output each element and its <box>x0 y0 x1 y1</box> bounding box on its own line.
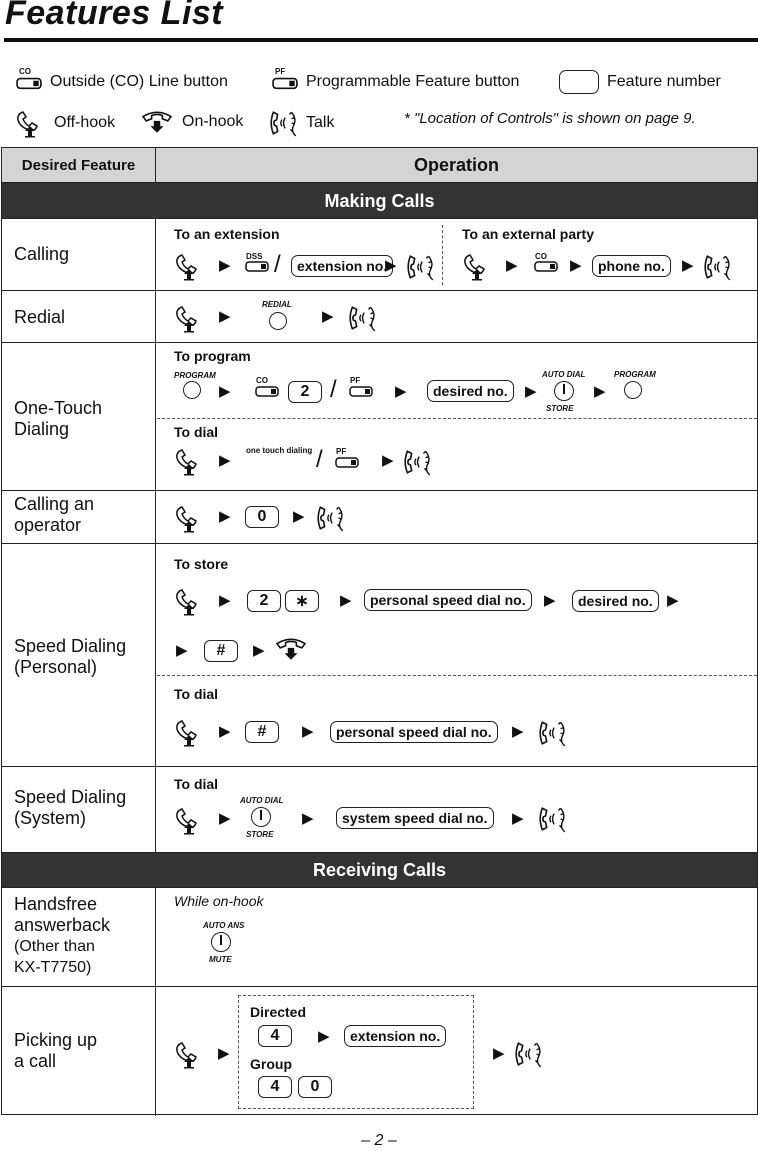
key-0: 0 <box>298 1076 332 1098</box>
co-button-icon <box>254 384 280 400</box>
talk-icon <box>347 303 377 333</box>
auto-dial-label: AUTO DIAL <box>240 796 284 805</box>
feature-speed-system-2: (System) <box>14 808 86 828</box>
feature-operator-1: Calling an <box>14 494 95 514</box>
label-to-dial: To dial <box>174 776 219 792</box>
label-to-external: To an external party <box>462 226 595 242</box>
auto-ans-button-icon <box>211 932 231 952</box>
page-title: Features List <box>5 0 224 32</box>
off-hook-icon <box>174 586 204 616</box>
pf-tag: PF <box>336 447 347 456</box>
section-receiving-calls: Receiving Calls <box>2 853 757 888</box>
arrow-icon: ▶ <box>219 723 231 740</box>
arrow-icon: ▶ <box>525 383 537 400</box>
redial-label: REDIAL <box>262 300 292 309</box>
arrow-icon: ▶ <box>667 592 679 609</box>
arrow-icon: ▶ <box>302 723 314 740</box>
arrow-icon: ▶ <box>219 383 231 400</box>
legend-feature-label: Feature number <box>607 73 721 90</box>
key-0: 0 <box>245 506 279 528</box>
key-hash: # <box>204 640 238 662</box>
talk-icon <box>702 252 732 282</box>
legend-feature <box>559 70 721 94</box>
legend-offhook-label: Off-hook <box>54 114 116 131</box>
slash: / <box>274 251 281 278</box>
legend-co-label: Outside (CO) Line button <box>50 73 228 90</box>
row-speed-system <box>2 767 757 853</box>
divider <box>157 675 757 676</box>
dss-button-icon <box>244 259 270 275</box>
arrow-icon: ▶ <box>544 592 556 609</box>
key-2: 2 <box>288 381 322 403</box>
label-to-program: To program <box>174 348 251 364</box>
arrow-icon: ▶ <box>219 508 231 525</box>
phone-no-key: phone no. <box>592 255 671 277</box>
arrow-icon: ▶ <box>512 723 524 740</box>
divider <box>442 225 443 285</box>
off-hook-icon <box>14 108 46 138</box>
arrow-icon: ▶ <box>219 592 231 609</box>
co-tag: CO <box>256 376 268 385</box>
legend-pf <box>272 67 520 94</box>
feature-cell <box>2 491 156 543</box>
feature-pickup-1: Picking up <box>14 1030 98 1050</box>
key-hash: # <box>245 721 279 743</box>
feature-pickup-2: a call <box>14 1051 57 1071</box>
label-while-on-hook: While on-hook <box>174 893 264 909</box>
feature-cell <box>2 767 156 852</box>
co-tag: CO <box>535 252 547 261</box>
arrow-icon: ▶ <box>512 810 524 827</box>
legend-offhook <box>14 108 115 138</box>
arrow-icon: ▶ <box>219 452 231 469</box>
talk-icon <box>513 1039 543 1069</box>
feature-speed-personal-2: (Personal) <box>14 657 98 677</box>
key-2: 2 <box>247 590 281 612</box>
pf-button-icon <box>272 74 298 94</box>
row-redial <box>2 291 757 343</box>
personal-speed-dial-key: personal speed dial no. <box>330 721 498 743</box>
dss-tag: DSS <box>246 252 263 261</box>
features-table <box>1 147 758 1115</box>
off-hook-icon <box>462 251 492 281</box>
feature-number-icon <box>559 70 599 94</box>
off-hook-icon <box>174 805 204 835</box>
arrow-icon: ▶ <box>302 810 314 827</box>
talk-icon <box>537 718 567 748</box>
arrow-icon: ▶ <box>219 810 231 827</box>
key-star: ∗ <box>285 590 319 612</box>
program-label: PROGRAM <box>174 371 216 380</box>
off-hook-icon <box>174 251 204 281</box>
feature-cell <box>2 987 156 1116</box>
redial-button-icon <box>269 312 287 330</box>
off-hook-icon <box>174 503 204 533</box>
auto-dial-label: AUTO DIAL <box>542 370 586 379</box>
key-4: 4 <box>258 1025 292 1047</box>
feature-handsfree-3: (Other than <box>14 938 95 955</box>
row-one-touch <box>2 343 757 491</box>
legend-onhook <box>140 108 243 136</box>
on-hook-icon <box>140 108 174 136</box>
arrow-icon: ▶ <box>219 257 231 274</box>
col-operation: Operation <box>413 154 499 175</box>
feature-cell <box>2 888 156 986</box>
co-button-icon <box>533 259 559 275</box>
mute-label: MUTE <box>209 955 232 964</box>
feature-cell <box>2 544 156 766</box>
arrow-icon: ▶ <box>385 257 397 274</box>
feature-calling: Calling <box>14 244 70 264</box>
feature-speed-system-1: Speed Dialing <box>14 787 127 807</box>
feature-handsfree-1: Handsfree <box>14 894 98 914</box>
arrow-icon: ▶ <box>506 257 518 274</box>
on-hook-icon <box>274 635 308 663</box>
feature-cell <box>2 291 156 342</box>
arrow-icon: ▶ <box>293 508 305 525</box>
desired-no-key: desired no. <box>427 380 514 402</box>
legend-talk-label: Talk <box>306 114 335 131</box>
feature-handsfree-2: answerback <box>14 915 111 935</box>
label-to-extension: To an extension <box>174 226 280 242</box>
key-4: 4 <box>258 1076 292 1098</box>
program-label: PROGRAM <box>614 370 656 379</box>
legend-co <box>16 67 228 94</box>
arrow-icon: ▶ <box>218 1045 230 1062</box>
co-button-icon <box>16 74 42 94</box>
arrow-icon: ▶ <box>322 308 334 325</box>
title-rule <box>4 38 758 42</box>
label-to-store: To store <box>174 556 229 572</box>
col-desired-feature: Desired Feature <box>2 148 156 182</box>
arrow-icon: ▶ <box>493 1045 505 1062</box>
pf-button-icon <box>348 384 374 400</box>
auto-dial-button-icon <box>251 807 271 827</box>
arrow-icon: ▶ <box>395 383 407 400</box>
arrow-icon: ▶ <box>318 1028 330 1045</box>
co-tag: CO <box>19 67 31 76</box>
arrow-icon: ▶ <box>176 642 188 659</box>
feature-operator-2: operator <box>14 515 82 535</box>
system-speed-dial-key: system speed dial no. <box>336 807 494 829</box>
label-directed: Directed <box>250 1004 307 1020</box>
arrow-icon: ▶ <box>682 257 694 274</box>
row-calling <box>2 219 757 291</box>
auto-ans-label: AUTO ANS <box>203 921 245 930</box>
talk-icon <box>268 108 298 138</box>
section-making-calls: Making Calls <box>2 183 757 219</box>
extension-no-key: extension no. <box>291 255 393 277</box>
pickup-options-box <box>238 995 474 1109</box>
page-number: – 2 – <box>361 1132 397 1149</box>
one-touch-label: one touch dialing <box>246 446 313 455</box>
row-handsfree <box>2 888 757 987</box>
off-hook-icon <box>174 446 204 476</box>
label-to-dial: To dial <box>174 424 219 440</box>
pf-tag: PF <box>350 376 361 385</box>
feature-one-touch-2: Dialing <box>14 419 70 439</box>
off-hook-icon <box>174 717 204 747</box>
arrow-icon: ▶ <box>382 452 394 469</box>
feature-handsfree-4: KX-T7750) <box>14 959 92 976</box>
pf-tag: PF <box>275 67 286 76</box>
legend-talk <box>268 108 334 138</box>
label-to-dial: To dial <box>174 686 219 702</box>
legend-onhook-label: On-hook <box>182 113 244 130</box>
desired-no-key: desired no. <box>572 590 659 612</box>
feature-cell <box>2 219 156 290</box>
off-hook-icon <box>174 1039 204 1069</box>
arrow-icon: ▶ <box>219 308 231 325</box>
pf-button-icon <box>334 455 360 471</box>
divider <box>157 418 757 419</box>
program-button-icon <box>183 381 201 399</box>
auto-dial-button-icon <box>554 381 574 401</box>
slash: / <box>330 376 337 403</box>
store-label: STORE <box>246 830 274 839</box>
personal-speed-dial-key: personal speed dial no. <box>364 589 532 611</box>
location-note: * "Location of Controls" is shown on page 9. <box>404 110 696 127</box>
feature-redial: Redial <box>14 307 66 327</box>
program-button-icon <box>624 381 642 399</box>
slash: / <box>316 446 323 473</box>
row-speed-personal <box>2 544 757 767</box>
arrow-icon: ▶ <box>253 642 265 659</box>
arrow-icon: ▶ <box>594 383 606 400</box>
off-hook-icon <box>174 303 204 333</box>
legend-pf-label: Programmable Feature button <box>306 73 520 90</box>
feature-one-touch-1: One-Touch <box>14 398 103 418</box>
extension-no-key: extension no. <box>344 1025 446 1047</box>
talk-icon <box>315 503 345 533</box>
arrow-icon: ▶ <box>340 592 352 609</box>
table-header <box>2 148 757 183</box>
store-label: STORE <box>546 404 574 413</box>
row-operator <box>2 491 757 544</box>
talk-icon <box>402 447 432 477</box>
talk-icon <box>405 252 435 282</box>
label-group: Group <box>250 1056 292 1072</box>
talk-icon <box>537 804 567 834</box>
feature-speed-personal-1: Speed Dialing <box>14 636 127 656</box>
arrow-icon: ▶ <box>570 257 582 274</box>
feature-cell <box>2 343 156 490</box>
